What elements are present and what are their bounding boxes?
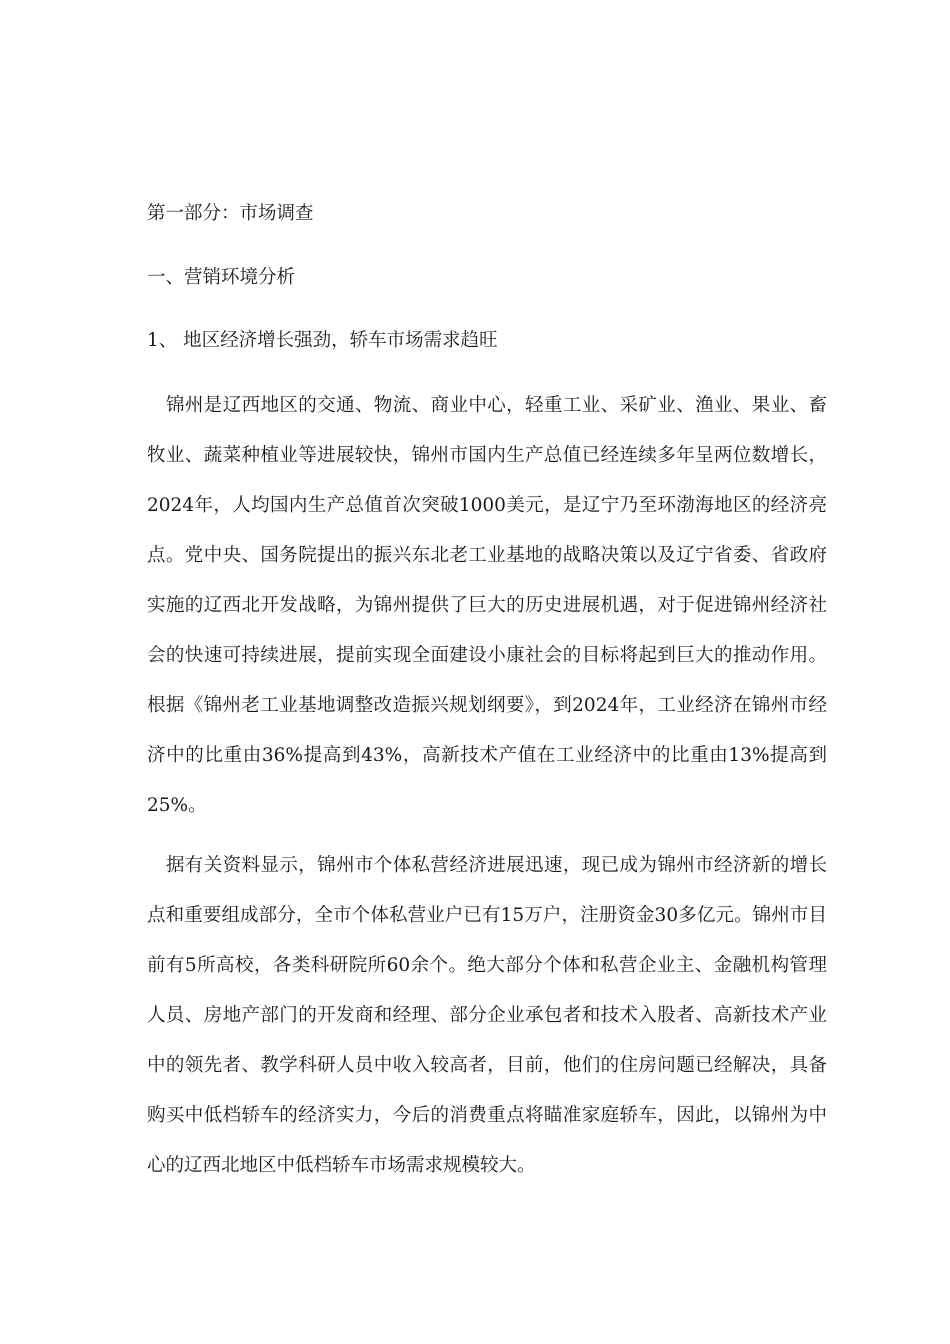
document-body xyxy=(147,196,827,1191)
section-title: 一、营销环境分析 xyxy=(147,267,296,288)
part-title: 第一部分：市场调查 xyxy=(147,203,314,224)
paragraph-private-economy: 据有关资料显示，锦州市个体私营经济进展迅速，现已成为锦州市经济新的增长点和重要组成部分，全市个体私营业户已有15万户，注册资金30多亿元。锦州市目前有5所高校，各类科研院所60余个。绝大部分个体和私营企业主、金融机构管理人员、房地产部门的开发商和经理、部分企业承包者和技术入股者、高新技术产业中的领先者、教学科研人员中收入较高者，目前，他们的住房问题已经解决，具备购买中低档轿车的经济实力，今后的消费重点将瞄准家庭轿车，因此，以锦州为中心的辽西北地区中低档轿车市场需求规模较大。 xyxy=(147,855,827,1176)
subsection-title: 1、 地区经济增长强劲，轿车市场需求趋旺 xyxy=(147,330,498,351)
paragraph-economy-growth: 锦州是辽西地区的交通、物流、商业中心，轻重工业、采矿业、渔业、果业、畜牧业、蔬菜种植业等进展较快，锦州市国内生产总值已经连续多年呈两位数增长，2024年，人均国内生产总值首次突破1000美元，是辽宁乃至环渤海地区的经济亮点。党中央、国务院提出的振兴东北老工业基地的战略决策以及辽宁省委、省政府实施的辽西北开发战略，为锦州提供了巨大的历史进展机遇，对于促进锦州经济社会的快速可持续进展，提前实现全面建设小康社会的目标将起到巨大的推动作用。根据《锦州老工业基地调整改造振兴规划纲要》，到2024年，工业经济在锦州市经济中的比重由36%提高到43%，高新技术产值在工业经济中的比重由13%提高到25%。 xyxy=(147,395,827,816)
